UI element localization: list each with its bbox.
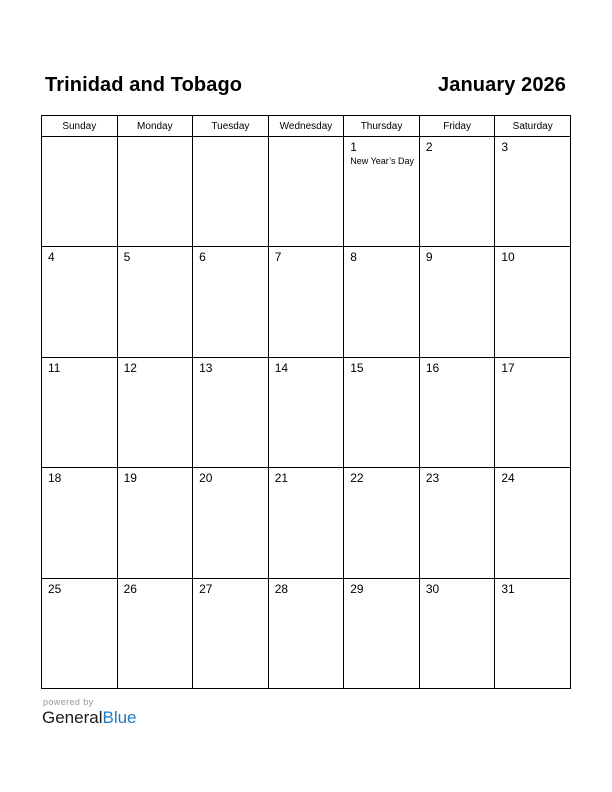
day-number: 2	[425, 140, 433, 154]
day-number	[118, 137, 193, 140]
day-cell	[193, 247, 269, 357]
week-row	[42, 137, 571, 247]
day-cell	[117, 468, 193, 578]
day-cell	[117, 357, 193, 467]
day-number: 25	[48, 581, 62, 596]
day-number: 31	[501, 581, 515, 596]
day-cell	[268, 578, 344, 688]
day-number: 6	[199, 250, 206, 265]
day-number: 28	[274, 581, 289, 596]
day-number: 26	[123, 581, 137, 596]
day-number: 11	[48, 360, 61, 375]
day-cell	[268, 137, 344, 247]
day-number	[193, 137, 268, 140]
day-number	[269, 137, 344, 140]
day-cell	[42, 468, 118, 578]
week-row	[42, 247, 571, 357]
day-number	[42, 137, 117, 140]
day-number: 16	[425, 360, 440, 375]
day-cell	[42, 137, 118, 247]
week-row	[42, 357, 571, 467]
day-cell	[268, 247, 344, 357]
day-cell	[42, 357, 118, 467]
brand-general: General	[42, 708, 103, 727]
weekday-sunday: Sunday	[42, 116, 118, 137]
day-cell	[419, 468, 495, 578]
day-cell	[268, 468, 344, 578]
weekday-friday: Friday	[419, 116, 495, 137]
day-cell	[495, 468, 571, 578]
day-cell	[193, 137, 269, 247]
day-cell	[268, 357, 344, 467]
brand-blue: Blue	[102, 708, 137, 727]
day-number: 9	[425, 250, 433, 265]
weekday-thursday: Thursday	[344, 116, 420, 137]
day-number: 15	[350, 360, 364, 375]
day-number: 27	[199, 581, 213, 596]
day-number: 21	[274, 471, 289, 486]
powered-by-label: powered by	[43, 697, 94, 707]
month-year-title: January 2026	[438, 73, 566, 96]
day-cell	[495, 578, 571, 688]
day-cell	[344, 247, 420, 357]
day-cell	[419, 247, 495, 357]
day-number: 5	[123, 250, 131, 265]
day-cell	[344, 137, 420, 247]
day-cell	[193, 357, 269, 467]
day-number: 7	[274, 250, 282, 265]
holiday-label: New Year’s Day	[350, 156, 414, 166]
weekday-monday: Monday	[117, 116, 193, 137]
day-cell	[419, 137, 495, 247]
calendar-grid	[41, 115, 571, 689]
country-title: Trinidad and Tobago	[45, 73, 243, 96]
day-cell	[495, 137, 571, 247]
day-cell	[419, 357, 495, 467]
weekday-header-row	[42, 116, 571, 137]
day-number: 19	[123, 471, 137, 486]
day-number: 22	[350, 471, 364, 486]
generalblue-logo	[42, 697, 137, 728]
day-cell	[193, 578, 269, 688]
day-number: 10	[501, 250, 515, 265]
day-cell	[344, 468, 420, 578]
day-cell	[495, 357, 571, 467]
day-number: 8	[350, 250, 357, 265]
day-cell	[117, 137, 193, 247]
day-number: 17	[501, 360, 515, 375]
day-number: 1	[350, 140, 357, 154]
day-number: 14	[274, 360, 289, 375]
day-cell	[117, 578, 193, 688]
day-cell	[419, 578, 495, 688]
day-cell	[344, 357, 420, 467]
day-cell	[117, 247, 193, 357]
day-number: 3	[501, 140, 509, 154]
brand-wordmark	[42, 708, 137, 728]
weekday-tuesday: Tuesday	[193, 116, 269, 137]
week-row	[42, 578, 571, 688]
day-number: 23	[425, 471, 440, 486]
day-number: 24	[501, 471, 515, 486]
day-number: 29	[350, 581, 364, 596]
day-number: 18	[48, 471, 62, 486]
day-number: 20	[199, 471, 213, 486]
day-cell	[42, 578, 118, 688]
weekday-wednesday: Wednesday	[268, 116, 344, 137]
day-number: 13	[199, 360, 213, 375]
day-number: 12	[123, 360, 137, 375]
day-cell	[42, 247, 118, 357]
day-cell	[344, 578, 420, 688]
week-row	[42, 468, 571, 578]
weekday-saturday: Saturday	[495, 116, 571, 137]
day-number: 4	[48, 250, 55, 265]
day-number: 30	[425, 581, 440, 596]
calendar-header	[45, 72, 566, 98]
day-cell	[193, 468, 269, 578]
day-cell	[495, 247, 571, 357]
